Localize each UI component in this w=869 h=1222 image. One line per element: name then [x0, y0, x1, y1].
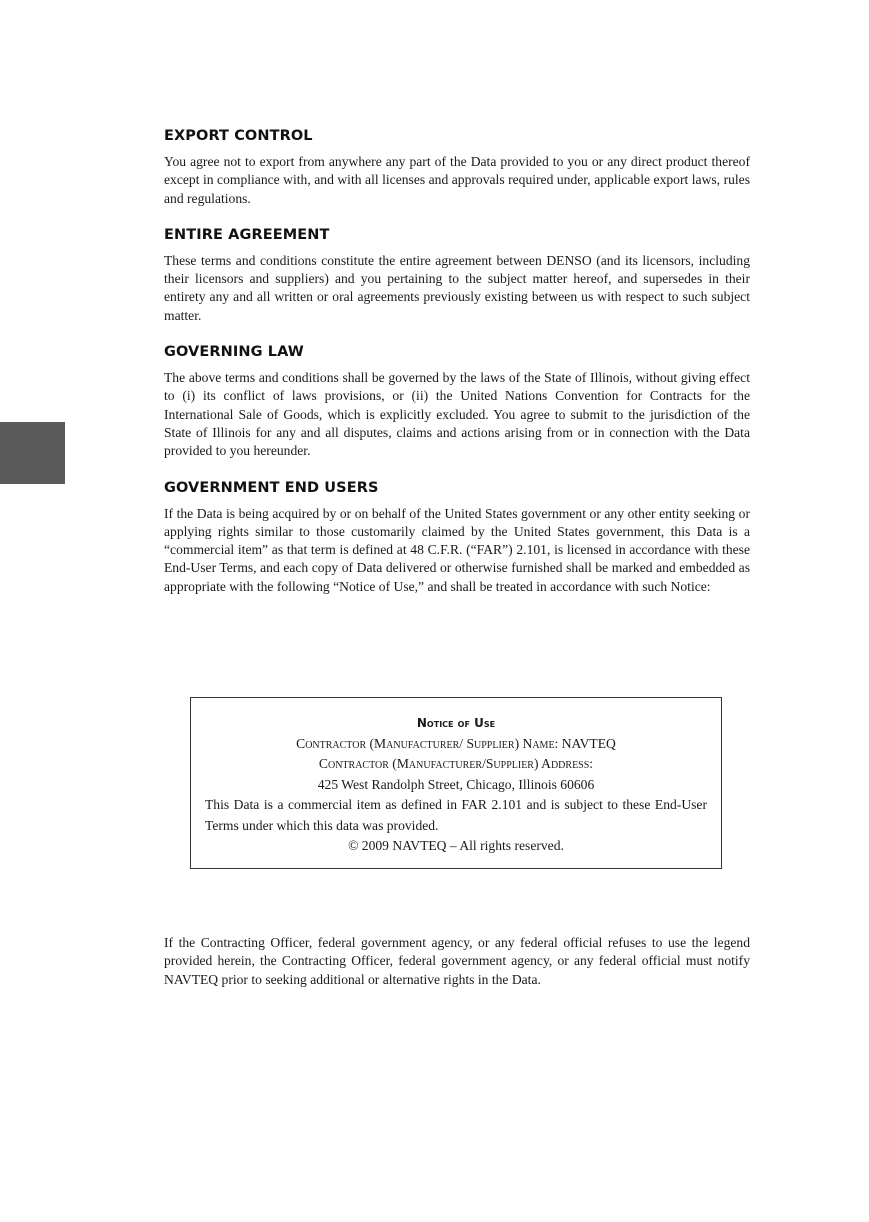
section-heading: ENTIRE AGREEMENT [164, 226, 330, 243]
section-body: If the Data is being acquired by or on behalf of the United States government or any other entity seeking or applying rights similar to those customarily claimed by the United States government, this Data is a “commercial item” as that term is defined at 48 C.F.R. (“FAR”) 2.101, is licensed in accordance with these End-User Terms, and each copy of Data delivered or otherwise furnished shall be marked and embedded as appropriate with the following “Notice of Use,” and shall be treated in accordance with such Notice: [164, 505, 750, 594]
notice-copyright: © 2009 NAVTEQ – All rights reserved. [348, 838, 564, 853]
section-government-end-users [164, 480, 750, 596]
notice-of-use-box [190, 697, 722, 869]
section-export-control [164, 128, 750, 208]
section-governing-law [164, 344, 750, 460]
notice-title: Notice of Use [416, 716, 496, 730]
page-content [164, 128, 750, 615]
notice-statement: This Data is a commercial item as defined in FAR 2.101 and is subject to these End-User Terms under which this data was provided. [205, 797, 707, 833]
section-entire-agreement [164, 227, 750, 325]
section-heading: EXPORT CONTROL [164, 128, 313, 144]
contractor-address-label: Contractor (Manufacturer/Supplier) Address: [318, 756, 594, 771]
section-body: You agree not to export from anywhere any part of the Data provided to you or any direct product thereof except in compliance with, and with all licenses and approvals required under, applicable export laws, rules and regulations. [164, 154, 750, 206]
chapter-tab [0, 422, 65, 484]
section-heading: GOVERNMENT END USERS [164, 479, 379, 496]
section-heading: GOVERNING LAW [164, 344, 304, 361]
contractor-name: Contractor (Manufacturer/ Supplier) Name: NAVTEQ [296, 735, 616, 751]
footer-paragraph: If the Contracting Officer, federal government agency, or any federal official refuses to use the legend provided herein, the Contracting Officer, federal government agency, or any federal official must notify NAVTEQ prior to seeking additional or alternative rights in the Data. [164, 935, 750, 987]
section-body: The above terms and conditions shall be governed by the laws of the State of Illinois, without giving effect to (i) its conflict of laws provisions, or (ii) the United Nations Convention for Contracts for the International Sale of Goods, which is explicitly excluded. You agree to submit to the jurisdiction of the State of Illinois for any and all disputes, claims and actions arising from or in connection with the Data provided to you hereunder. [164, 370, 750, 459]
section-body: These terms and conditions constitute the entire agreement between DENSO (and its licensors, including their licensors and suppliers) and you pertaining to the subject matter hereof, and supersedes in their entirety any and all written or oral agreements previously existing between us with respect to such subject matter. [164, 252, 750, 323]
contractor-address: 425 West Randolph Street, Chicago, Illinois 60606 [317, 776, 595, 792]
